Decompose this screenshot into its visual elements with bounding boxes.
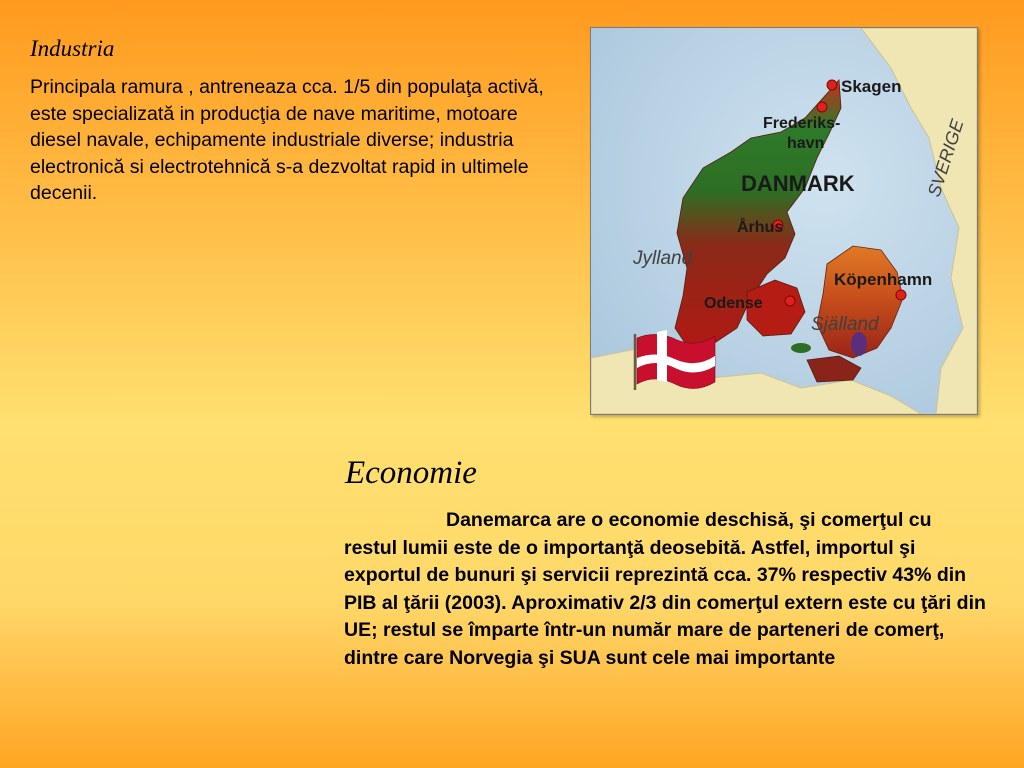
island	[851, 332, 867, 356]
industria-heading: Industria	[30, 36, 115, 61]
label-frederikshavn-1: Frederiks-	[763, 115, 841, 132]
label-frederikshavn-2: havn	[787, 135, 825, 152]
label-skagen: Skagen	[841, 77, 902, 96]
economie-heading: Economie	[345, 455, 477, 491]
skagen-dot	[827, 80, 837, 90]
industria-paragraph: Principala ramura , antreneaza cca. 1/5 din populaţa activă, este specializată in producţia de nave maritime, motoare diesel navale, echipamente industriale diverse; industria electronică si electrotehnică s-a dezvoltat rapid in ultimele decenii.	[30, 76, 544, 204]
frederikshavn-dot	[817, 102, 827, 112]
label-jylland: Jylland	[633, 248, 693, 269]
label-arhus: Århus	[737, 219, 784, 236]
odense-dot	[785, 296, 795, 306]
economie-paragraph: Danemarca are o economie deschisă, şi comerţul cu restul lumii este de o importanţă deosebită. Astfel, importul şi exportul de bunuri şi servicii reprezintă cca. 37% respectiv 43% din PIB al ţării (2003). Aproximativ 2/3 din comerţul extern este cu ţări din UE; restul se împarte într-un număr mare de parteneri de comerţ, dintre care Norvegia şi SUA sunt cele mai importante	[344, 509, 986, 669]
kopenhamn-dot	[896, 290, 906, 300]
island	[791, 343, 811, 353]
map-graphic	[591, 28, 977, 414]
label-odense: Odense	[704, 295, 763, 312]
label-kopenhamn: Köpenhamn	[834, 270, 933, 289]
denmark-map	[590, 27, 978, 415]
label-sjalland: Själland	[811, 314, 879, 335]
label-sverige: SVERIGE	[923, 116, 968, 200]
label-danmark: DANMARK	[741, 171, 855, 196]
